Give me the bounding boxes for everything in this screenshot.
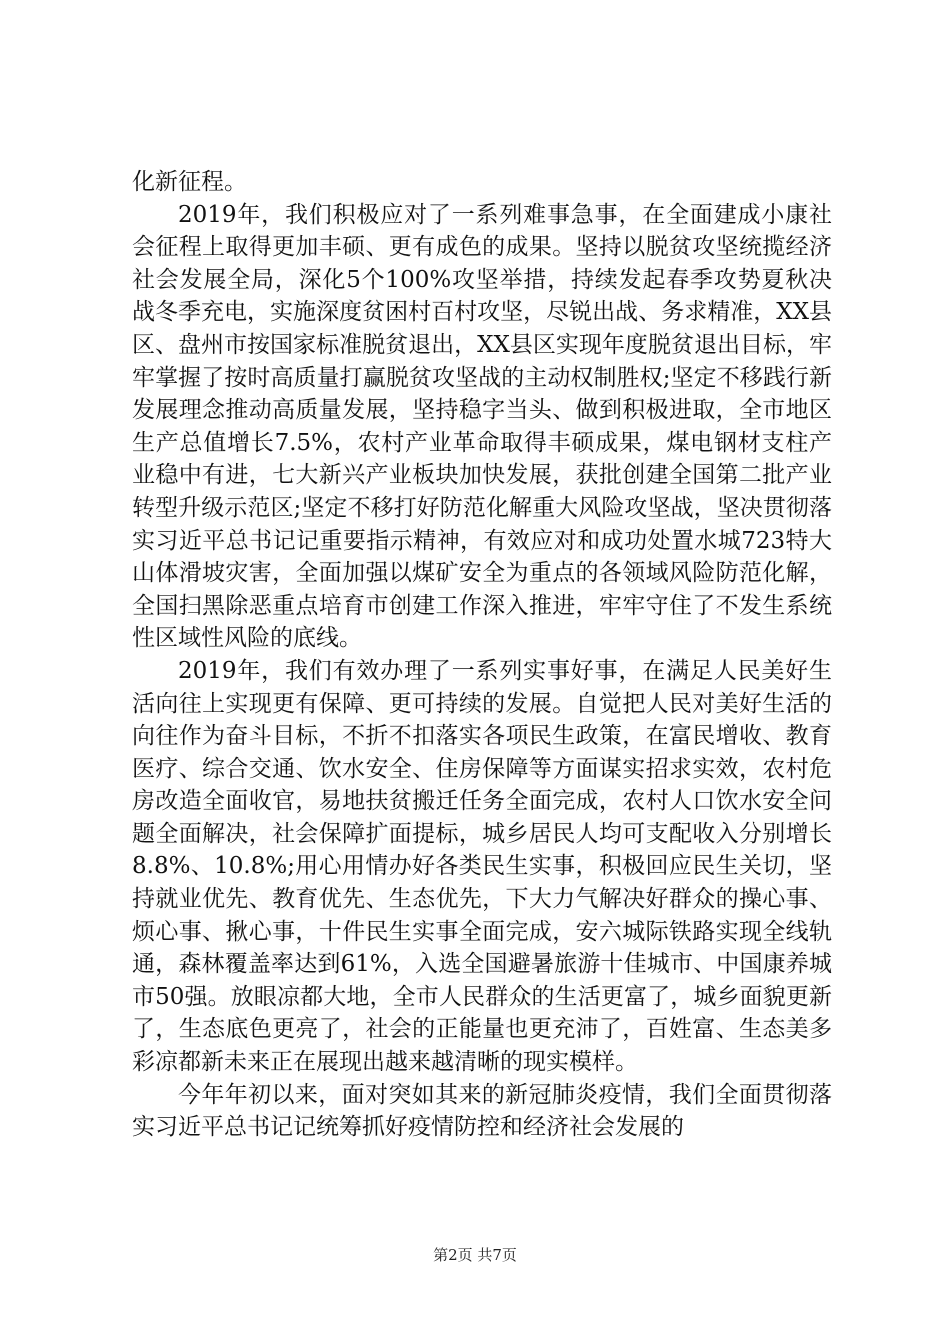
paragraph-epidemic: 今年年初以来，面对突如其来的新冠肺炎疫情，我们全面贯彻落实习近平总书记记统筹抓好疫情防控和经济社会发展的 — [132, 1081, 832, 1141]
page-number-footer: 第2页 共7页 — [433, 1246, 517, 1264]
paragraph-2019-livelihood: 2019年，我们有效办理了一系列实事好事，在满足人民美好生活向往上实现更有保障、更可持续的发展。自觉把人民对美好生活的向往作为奋斗目标，不折不扣落实各项民生政策，在富民增收、教育医疗、综合交通、饮水安全、住房保障等方面谋实招求实效，农村危房改造全面收官，易地扶贫搬迁任务全面完成，农村人口饮水安全问题全面解决，社会保障扩面提标，城乡居民人均可支配收入分别增长8.8%、10.8%;用心用情办好各类民生实事，积极回应民生关切，坚持就业优先、教育优先、生态优先，下大力气解决好群众的操心事、烦心事、揪心事，十件民生实事全面完成，安六城际铁路实现全线轨通，森林覆盖率达到61%，入选全国避暑旅游十佳城市、中国康养城市50强。放眼凉都大地，全市人民群众的生活更富了，城乡面貌更新了，生态底色更亮了，社会的正能量也更充沛了，百姓富、生态美多彩凉都新未来正在展现出越来越清晰的现实模样。 — [132, 657, 832, 1076]
paragraph-2019-challenges: 2019年，我们积极应对了一系列难事急事，在全面建成小康社会征程上取得更加丰硕、更有成色的成果。坚持以脱贫攻坚统揽经济社会发展全局，深化5个100%攻坚举措，持续发起春季攻势夏秋决战冬季充电，实施深度贫困村百村攻坚，尽锐出战、务求精准，XX县区、盘州市按国家标准脱贫退出，XX县区实现年度脱贫退出目标，牢牢掌握了按时高质量打赢脱贫攻坚战的主动权制胜权;坚定不移践行新发展理念推动高质量发展，坚持稳字当头、做到积极进取，全市地区生产总值增长7.5%，农村产业革命取得丰硕成果，煤电钢材支柱产业稳中有进，七大新兴产业板块加快发展，获批创建全国第二批产业转型升级示范区;坚定不移打好防范化解重大风险攻坚战，坚决贯彻落实习近平总书记记重要指示精神，有效应对和成功处置水城723特大山体滑坡灾害，全面加强以煤矿安全为重点的各领域风险防范化解，全国扫黑除恶重点培育市创建工作深入推进，牢牢守住了不发生系统性区域性风险的底线。 — [132, 201, 832, 652]
document-body — [132, 166, 832, 1144]
paragraph-continuation: 化新征程。 — [132, 169, 247, 195]
